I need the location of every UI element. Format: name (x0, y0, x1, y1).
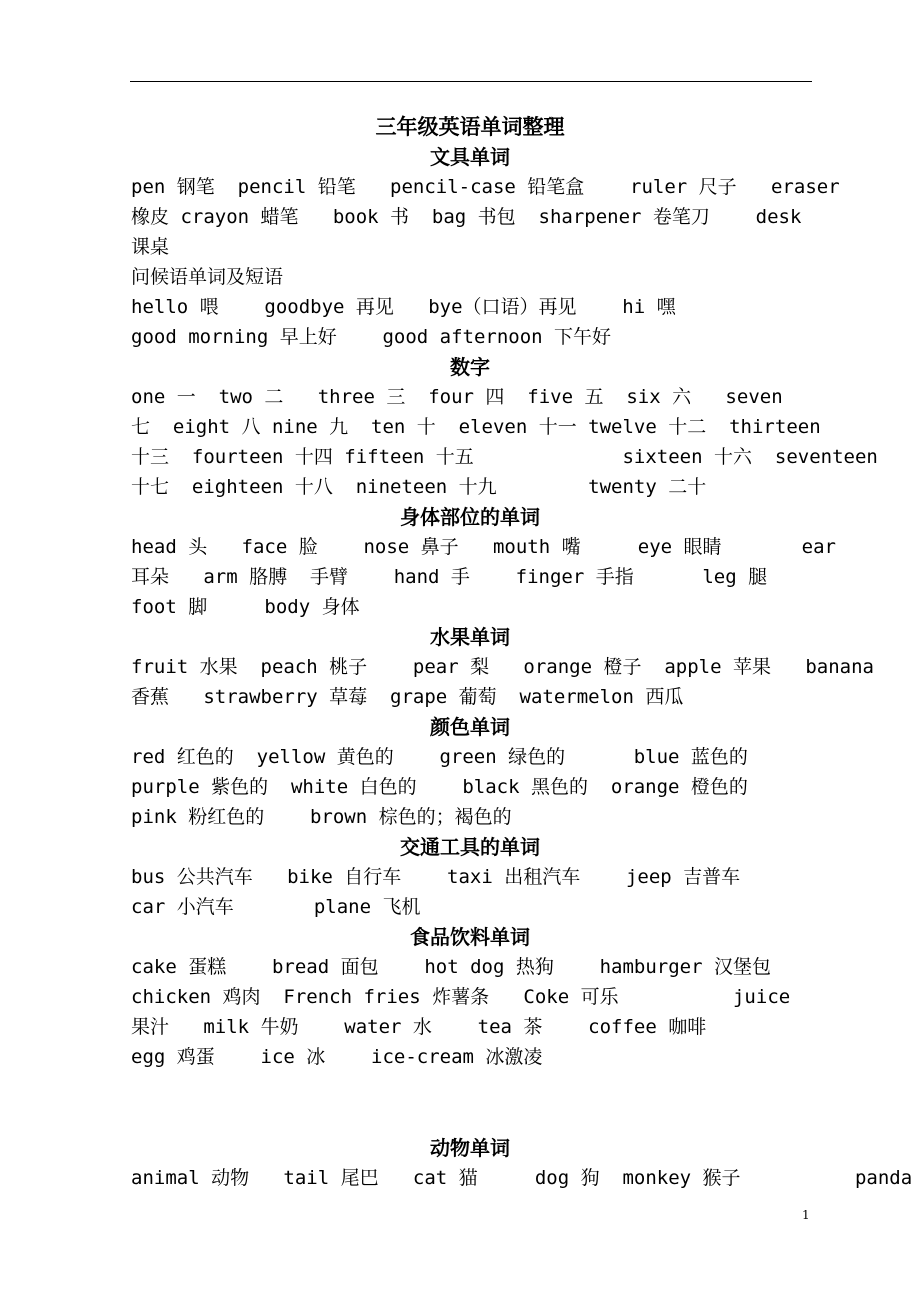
section-heading-body: 身体部位的单词 (400, 505, 540, 529)
section-heading-colors: 颜色单词 (430, 715, 510, 739)
section-heading-food: 食品饮料单词 (410, 925, 530, 949)
text-line: 十三 fourteen 十四 fifteen 十五 sixteen 十六 seventeen (131, 446, 878, 468)
text-line: red 红色的 yellow 黄色的 green 绿色的 blue 蓝色的 (131, 746, 748, 768)
section-heading-animals: 动物单词 (430, 1136, 510, 1160)
header-rule (130, 81, 812, 82)
text-line: one 一 two 二 three 三 four 四 five 五 six 六 seven (131, 386, 783, 408)
text-line: 橡皮 crayon 蜡笔 book 书 bag 书包 sharpener 卷笔刀 desk (131, 206, 802, 228)
text-line: 七 eight 八 nine 九 ten 十 eleven 十一 twelve 十二 thirteen (131, 416, 821, 438)
text-line: hello 喂 goodbye 再见 bye（口语）再见 hi 嘿 (131, 296, 676, 318)
text-line: 耳朵 arm 胳膊 手臂 hand 手 finger 手指 leg 腿 (131, 566, 768, 588)
text-line: 十七 eighteen 十八 nineteen 十九 twenty 二十 (131, 476, 707, 498)
section-heading-stationery: 文具单词 (430, 145, 510, 169)
text-line: egg 鸡蛋 ice 冰 ice-cream 冰激凌 (131, 1046, 543, 1068)
text-line: 果汁 milk 牛奶 water 水 tea 茶 coffee 咖啡 (131, 1016, 707, 1038)
section-heading-greetings: 问候语单词及短语 (131, 266, 284, 288)
page-number: 1 (802, 1208, 810, 1222)
text-line: foot 脚 body 身体 (131, 596, 360, 618)
text-line: purple 紫色的 white 白色的 black 黑色的 orange 橙色的 (131, 776, 748, 798)
text-line: fruit 水果 peach 桃子 pear 梨 orange 橙子 apple 苹果 banana (131, 656, 874, 678)
text-line: bus 公共汽车 bike 自行车 taxi 出租汽车 jeep 吉普车 (131, 866, 741, 888)
text-line: pen 钢笔 pencil 铅笔 pencil-case 铅笔盒 ruler 尺子 eraser (131, 176, 840, 198)
text-line: head 头 face 脸 nose 鼻子 mouth 嘴 eye 眼睛 ear (131, 536, 836, 558)
text-line: pink 粉红色的 brown 棕色的；褐色的 (131, 806, 512, 828)
page-title: 三年级英语单词整理 (375, 115, 565, 139)
section-heading-transport: 交通工具的单词 (400, 835, 540, 859)
section-heading-fruit: 水果单词 (430, 625, 510, 649)
text-line: animal 动物 tail 尾巴 cat 猫 dog 狗 monkey 猴子 panda (131, 1167, 913, 1189)
section-heading-numbers: 数字 (450, 355, 490, 379)
text-line: chicken 鸡肉 French fries 炸薯条 Coke 可乐 juice (131, 986, 791, 1008)
text-line: good morning 早上好 good afternoon 下午好 (131, 326, 612, 348)
text-line: car 小汽车 plane 飞机 (131, 896, 421, 918)
text-line: 课桌 (131, 236, 170, 258)
text-line: 香蕉 strawberry 草莓 grape 葡萄 watermelon 西瓜 (131, 686, 684, 708)
text-line: cake 蛋糕 bread 面包 hot dog 热狗 hamburger 汉堡包 (131, 956, 771, 978)
